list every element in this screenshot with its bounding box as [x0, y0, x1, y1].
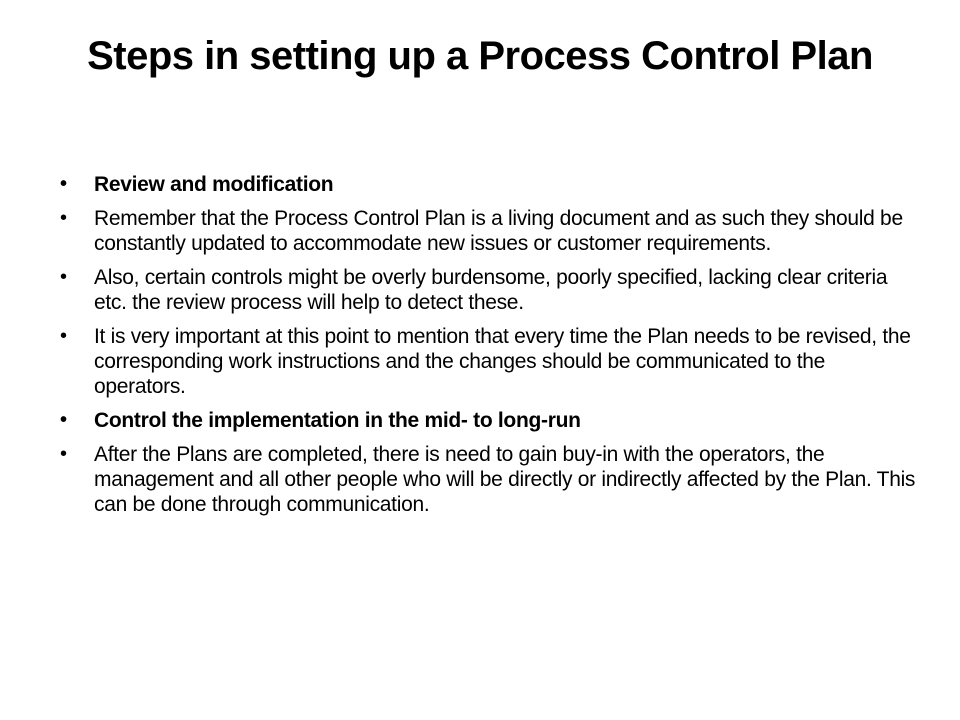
bullet-text: Also, certain controls might be overly burdensome, poorly specified, lacking clear criteria etc. the review process will help to detect these.	[94, 266, 888, 314]
bullet-item	[58, 206, 918, 256]
bullet-list	[58, 172, 918, 517]
bullet-text: Remember that the Process Control Plan is a living document and as such they should be constantly updated to accommodate new issues or customer requirements.	[94, 207, 903, 255]
bullet-icon: •	[60, 443, 67, 465]
bullet-item	[58, 265, 918, 315]
bullet-heading-review	[58, 172, 918, 197]
bullet-icon: •	[60, 409, 67, 431]
bullet-text: Review and modification	[94, 173, 334, 196]
bullet-heading-control	[58, 408, 918, 433]
bullet-text: After the Plans are completed, there is need to gain buy-in with the operators, the management and all other people who will be directly or indirectly affected by the Plan. This can be done through communication.	[94, 443, 916, 516]
bullet-icon: •	[60, 173, 67, 195]
bullet-text: Control the implementation in the mid- to long-run	[94, 409, 581, 432]
bullet-icon: •	[60, 266, 67, 288]
slide-body	[58, 172, 918, 526]
bullet-icon: •	[60, 207, 67, 229]
bullet-item	[58, 442, 918, 517]
bullet-text: It is very important at this point to mention that every time the Plan needs to be revised, the corresponding work instructions and the changes should be communicated to the operators.	[94, 325, 911, 398]
slide-title: Steps in setting up a Process Control Plan	[87, 34, 873, 78]
bullet-icon: •	[60, 325, 67, 347]
bullet-item	[58, 324, 918, 399]
